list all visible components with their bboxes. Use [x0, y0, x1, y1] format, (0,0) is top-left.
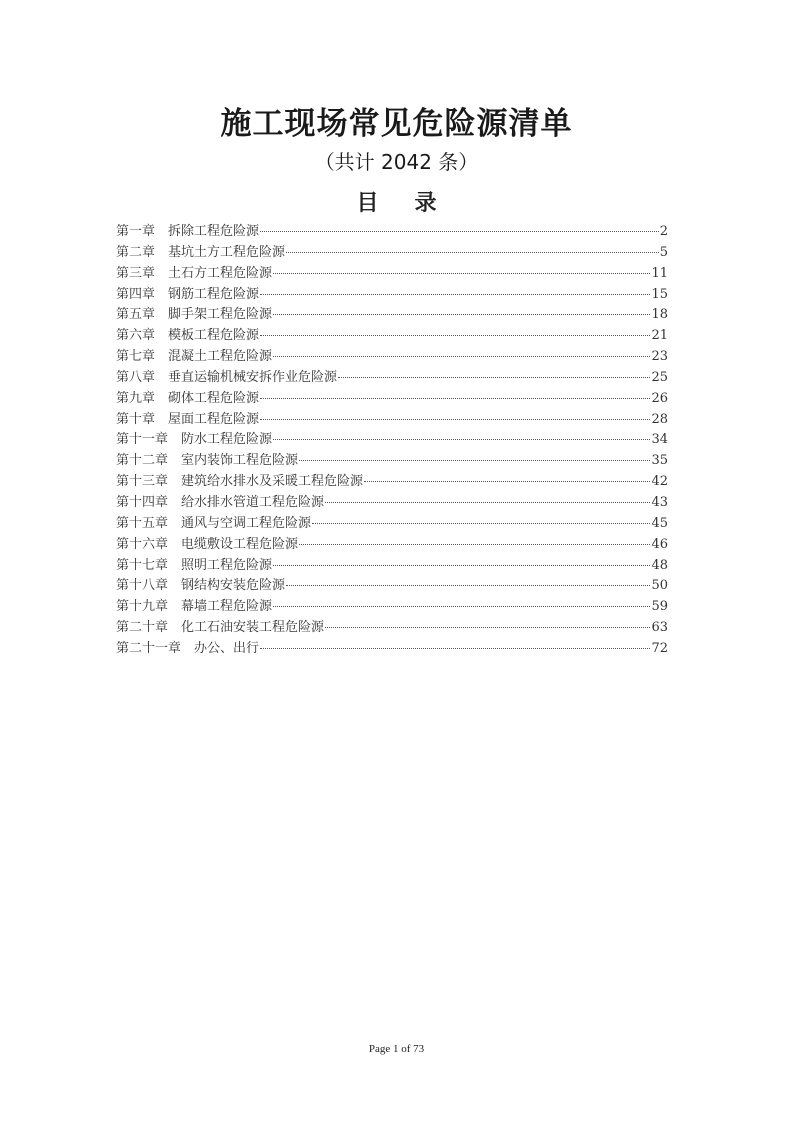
toc-leader-dots — [260, 294, 650, 295]
toc-entry[interactable] — [116, 389, 668, 410]
toc-leader-dots — [260, 648, 650, 649]
toc-leader-dots — [299, 544, 650, 545]
toc-chapter-label: 第十一章 — [116, 432, 169, 448]
toc-chapter-label: 第七章 — [116, 349, 156, 365]
toc-heading — [0, 186, 793, 217]
toc-chapter-label: 第十六章 — [116, 536, 169, 552]
toc-chapter-title: 给水排水管道工程危险源 — [181, 494, 325, 510]
toc-entry[interactable] — [116, 556, 668, 577]
toc-page-number: 28 — [651, 411, 668, 427]
toc-leader-dots — [364, 481, 650, 482]
toc-chapter-title: 防水工程危险源 — [181, 432, 273, 448]
toc-chapter-title: 化工石油安装工程危险源 — [181, 620, 325, 636]
toc-chapter-label: 第五章 — [116, 307, 156, 323]
toc-leader-dots — [273, 565, 650, 566]
toc-chapter-title: 钢结构安装危险源 — [181, 578, 286, 594]
toc-page-number: 45 — [651, 515, 668, 531]
toc-page-number: 21 — [651, 328, 668, 344]
toc-page-number: 23 — [651, 349, 668, 365]
toc-entry[interactable] — [116, 514, 668, 535]
toc-chapter-label: 第十八章 — [116, 578, 169, 594]
toc-leader-dots — [273, 273, 650, 274]
toc-chapter-title: 办公、出行 — [194, 640, 260, 656]
toc-chapter-title: 基坑土方工程危险源 — [168, 244, 286, 260]
toc-page-number: 35 — [651, 453, 668, 469]
toc-chapter-label: 第六章 — [116, 328, 156, 344]
toc-chapter-title: 土石方工程危险源 — [168, 265, 273, 281]
toc-entry[interactable] — [116, 368, 668, 389]
toc-leader-dots — [325, 627, 650, 628]
toc-page-number: 50 — [651, 578, 668, 594]
toc-page-number: 5 — [659, 244, 668, 260]
toc-chapter-label: 第二十一章 — [116, 640, 182, 656]
toc-leader-dots — [260, 231, 659, 232]
toc-leader-dots — [286, 585, 650, 586]
toc-leader-dots — [312, 523, 650, 524]
toc-chapter-title: 电缆敷设工程危险源 — [181, 536, 299, 552]
toc-leader-dots — [325, 502, 650, 503]
toc-page-number: 26 — [651, 390, 668, 406]
toc-chapter-label: 第三章 — [116, 265, 156, 281]
toc-heading-char: 目 — [356, 191, 379, 216]
toc-chapter-label: 第一章 — [116, 224, 156, 239]
toc-chapter-label: 第十九章 — [116, 599, 169, 615]
toc-leader-dots — [286, 252, 659, 253]
toc-chapter-label: 第八章 — [116, 369, 156, 385]
toc-chapter-label: 第十三章 — [116, 474, 169, 490]
toc-chapter-label: 第九章 — [116, 390, 156, 406]
toc-leader-dots — [273, 606, 650, 607]
table-of-contents — [116, 222, 668, 660]
toc-entry[interactable] — [116, 618, 668, 639]
toc-page-number: 34 — [651, 432, 668, 448]
toc-leader-dots — [338, 377, 650, 378]
toc-entry[interactable] — [116, 472, 668, 493]
toc-chapter-title: 通风与空调工程危险源 — [181, 515, 312, 531]
toc-entry[interactable] — [116, 305, 668, 326]
toc-page-number: 43 — [651, 494, 668, 510]
toc-chapter-label: 第十七章 — [116, 557, 169, 573]
toc-entry[interactable] — [116, 576, 668, 597]
document-title: 施工现场常见危险源清单 — [220, 106, 573, 142]
toc-chapter-label: 第十章 — [116, 411, 156, 427]
page-footer: Page 1 of 73 — [368, 1043, 425, 1055]
toc-entry[interactable] — [116, 451, 668, 472]
toc-page-number: 11 — [651, 265, 668, 281]
toc-chapter-title: 拆除工程危险源 — [168, 224, 260, 239]
toc-entry[interactable] — [116, 222, 668, 243]
toc-page-number: 46 — [651, 536, 668, 552]
toc-entry[interactable] — [116, 285, 668, 306]
toc-heading-char: 录 — [414, 191, 437, 216]
toc-leader-dots — [260, 398, 650, 399]
toc-chapter-title: 钢筋工程危险源 — [168, 286, 260, 302]
toc-entry[interactable] — [116, 430, 668, 451]
toc-page-number: 18 — [651, 307, 668, 323]
toc-chapter-title: 幕墙工程危险源 — [181, 599, 273, 615]
toc-entry[interactable] — [116, 347, 668, 368]
toc-chapter-title: 脚手架工程危险源 — [168, 307, 273, 323]
toc-entry[interactable] — [116, 535, 668, 556]
toc-page-number: 72 — [651, 640, 668, 656]
toc-chapter-title: 建筑给水排水及采暖工程危险源 — [181, 474, 364, 490]
toc-chapter-label: 第十二章 — [116, 453, 169, 469]
toc-chapter-label: 第二章 — [116, 244, 156, 260]
toc-entry[interactable] — [116, 410, 668, 431]
toc-chapter-label: 第二十章 — [116, 620, 169, 636]
document-subtitle: （共计 2042 条） — [314, 150, 479, 174]
toc-chapter-title: 室内装饰工程危险源 — [181, 453, 299, 469]
toc-page-number: 15 — [651, 286, 668, 302]
toc-leader-dots — [260, 419, 650, 420]
toc-page-number: 59 — [651, 599, 668, 615]
toc-page-number: 2 — [659, 224, 668, 239]
toc-entry[interactable] — [116, 639, 668, 660]
toc-entry[interactable] — [116, 264, 668, 285]
toc-page-number: 63 — [651, 620, 668, 636]
toc-leader-dots — [299, 460, 650, 461]
toc-chapter-label: 第十五章 — [116, 515, 169, 531]
toc-leader-dots — [273, 314, 650, 315]
toc-chapter-label: 第十四章 — [116, 494, 169, 510]
toc-leader-dots — [273, 356, 650, 357]
toc-page-number: 25 — [651, 369, 668, 385]
toc-chapter-title: 垂直运输机械安拆作业危险源 — [168, 369, 338, 385]
toc-chapter-label: 第四章 — [116, 286, 156, 302]
toc-chapter-title: 屋面工程危险源 — [168, 411, 260, 427]
toc-leader-dots — [260, 335, 650, 336]
toc-leader-dots — [273, 439, 650, 440]
toc-entry[interactable] — [116, 493, 668, 514]
toc-page-number: 48 — [651, 557, 668, 573]
toc-entry[interactable] — [116, 243, 668, 264]
toc-chapter-title: 混凝土工程危险源 — [168, 349, 273, 365]
toc-chapter-title: 砌体工程危险源 — [168, 390, 260, 406]
toc-entry[interactable] — [116, 326, 668, 347]
toc-entry[interactable] — [116, 597, 668, 618]
toc-chapter-title: 模板工程危险源 — [168, 328, 260, 344]
toc-page-number: 42 — [651, 474, 668, 490]
toc-chapter-title: 照明工程危险源 — [181, 557, 273, 573]
